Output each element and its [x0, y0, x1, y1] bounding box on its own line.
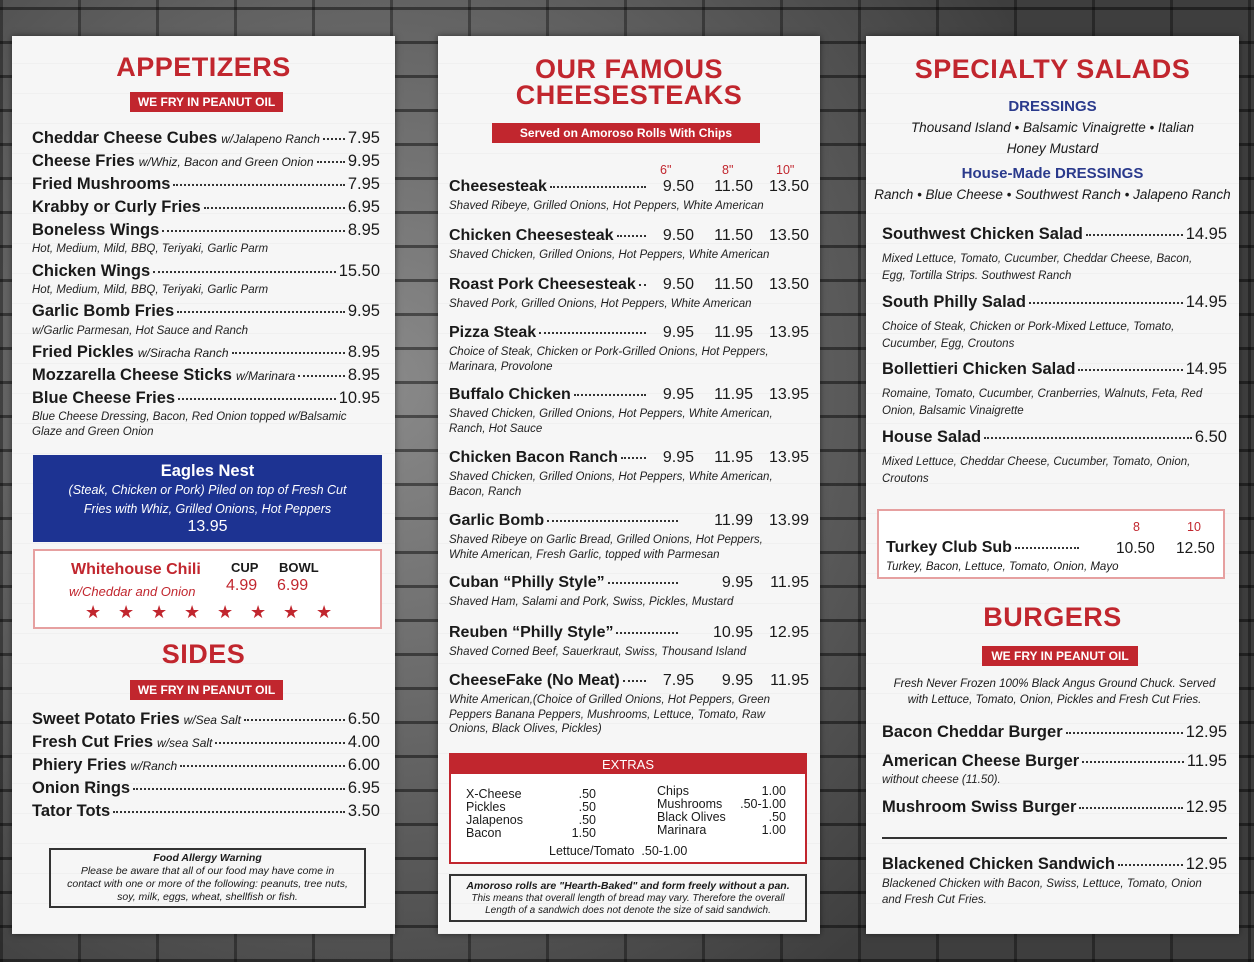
eagles-nest-box [33, 455, 382, 542]
item-description: Shaved Chicken, Grilled Onions, Hot Peppers, White American, Bacon, Ranch [449, 471, 773, 498]
price-10: 13.50 [768, 227, 809, 244]
item-description: Choice of Steak, Chicken or Pork-Mixed Lettuce, Tomato, Cucumber, Egg, Croutons [882, 321, 1175, 350]
price-10: 13.50 [768, 178, 809, 195]
extra-name: Jalapenos [466, 813, 523, 827]
extra-price: .50-1.00 [740, 797, 786, 811]
menu-item: Chicken Wings 15.50 [32, 262, 380, 280]
extras-title: EXTRAS [451, 755, 805, 774]
extra-name: Pickles [466, 800, 506, 814]
eagles-nest-title: Eagles Nest [160, 462, 255, 480]
item-description: Shaved Ribeye, Grilled Onions, Hot Peppers, White American [449, 200, 764, 212]
price-8: 11.50 [714, 178, 753, 195]
menu-item: Bollettieri Chicken Salad 14.95 [882, 360, 1227, 378]
price-8: 11.50 [714, 227, 753, 244]
amoroso-note-title: Amoroso rolls are "Hearth-Baked" and form freely without a pan. [466, 880, 790, 892]
price-6: 9.50 [662, 178, 694, 195]
extra-name: Mushrooms [657, 797, 723, 811]
menu-item: Krabby or Curly Fries 6.95 [32, 198, 380, 216]
extra-price: .50 [578, 813, 596, 827]
item-description: Mixed Lettuce, Tomato, Cucumber, Cheddar Cheese, Bacon, Egg, Tortilla Strips. Southwest Ranch [882, 253, 1193, 282]
housemade-dressings-list: Ranch • Blue Cheese • Southwest Ranch • Jalapeno Ranch [874, 187, 1231, 202]
menu-item: Fresh Cut Fries w/sea Salt 4.00 [32, 733, 380, 751]
price-10: 12.50 [1176, 540, 1215, 557]
item-description: Hot, Medium, Mild, BBQ, Teriyaki, Garlic Parm [32, 243, 269, 255]
extra-price: 1.00 [761, 784, 786, 798]
item-description: Turkey, Bacon, Lettuce, Tomato, Onion, Mayo [886, 561, 1119, 573]
title-line-2: CHEESESTEAKS [515, 80, 743, 110]
housemade-dressings-title: House-Made DRESSINGS [961, 165, 1144, 182]
cup-price: 4.99 [226, 577, 258, 594]
price-10: 13.99 [768, 512, 809, 529]
price-8: 11.95 [714, 449, 753, 466]
item-name: Chicken Bacon Ranch [449, 449, 649, 467]
chili-name: Whitehouse Chili [71, 561, 201, 578]
item-description: Shaved Chicken, Grilled Onions, Hot Peppers, White American [449, 249, 770, 261]
item-description: Shaved Chicken, Grilled Onions, Hot Peppers, White American, Ranch, Hot Sauce [449, 408, 773, 435]
chili-box [33, 549, 382, 629]
extra-price: .50-1.00 [641, 844, 688, 858]
extra-price: 1.50 [571, 826, 596, 840]
cheesesteak-item [449, 386, 808, 406]
price-6: 7.95 [662, 672, 694, 689]
item-description: without cheese (11.50). [882, 774, 1001, 786]
item-description: Blackened Chicken with Bacon, Swiss, Lettuce, Tomato, Onion and Fresh Cut Fries. [882, 878, 1202, 906]
extras-right-prices [731, 785, 786, 837]
dressings-list: Thousand Island • Balsamic Vinaigrette • Italian [910, 120, 1195, 135]
menu-item: Bacon Cheddar Burger 12.95 [882, 723, 1227, 741]
menu-item: American Cheese Burger 11.95 [882, 752, 1227, 770]
extra-name: Bacon [466, 826, 502, 840]
price-10: 13.95 [768, 449, 809, 466]
allergy-text: Please be aware that all of our food may have come in contact with one or more of the following: peanuts, tree nuts, soy, milk, eggs, wheat, shellfish or fish. [67, 865, 348, 903]
price-8: 10.50 [1116, 540, 1155, 557]
cheesesteak-item [449, 574, 808, 594]
item-name: Roast Pork Cheesesteak [449, 276, 649, 294]
price-8: 9.95 [721, 574, 753, 591]
menu-item: Onion Rings 6.95 [32, 779, 380, 797]
price-6: 9.95 [662, 449, 694, 466]
extra-price: .50 [578, 787, 596, 801]
item-name: Reuben “Philly Style” [449, 624, 681, 642]
allergy-title: Food Allergy Warning [153, 852, 262, 864]
cheesesteak-item [449, 324, 808, 344]
item-name: Chicken Cheesesteak [449, 227, 649, 245]
item-description: Hot, Medium, Mild, BBQ, Teriyaki, Garlic Parm [32, 284, 269, 296]
price-10: 13.95 [768, 324, 809, 341]
price-10: 12.95 [768, 624, 809, 641]
menu-item: Boneless Wings 8.95 [32, 221, 380, 239]
cheesesteak-item [449, 276, 808, 296]
price-8: 10.95 [712, 624, 753, 641]
bowl-label: BOWL [279, 560, 319, 575]
extra-price: .50 [768, 810, 786, 824]
size-10: 10" [776, 163, 795, 177]
star-icon: ★ [283, 602, 300, 622]
menu-item: Cheddar Cheese Cubes w/Jalapeno Ranch 7.95 [32, 129, 380, 147]
menu-item: Tator Tots 3.50 [32, 802, 380, 820]
menu-item: Blackened Chicken Sandwich 12.95 [882, 855, 1227, 873]
extras-left [466, 788, 523, 840]
price-8: 11.95 [714, 324, 753, 341]
extras-left-prices [570, 788, 596, 840]
salads-title: SPECIALTY SALADS [914, 54, 1191, 84]
menu-item: Fried Pickles w/Siracha Ranch 8.95 [32, 343, 380, 361]
turkey-club-item: Turkey Club Sub [886, 539, 1082, 557]
item-name: Buffalo Chicken [449, 386, 649, 404]
extra-name: Chips [657, 784, 689, 798]
appetizers-title: APPETIZERS [116, 52, 291, 82]
size-6: 6" [660, 163, 672, 177]
cheesesteaks-panel [438, 36, 820, 934]
price-10: 11.95 [770, 672, 809, 689]
extras-right [657, 785, 726, 837]
appetizers-panel [12, 36, 395, 934]
size-8: 8 [1133, 520, 1140, 534]
extra-price: .50 [578, 800, 596, 814]
size-10: 10 [1187, 520, 1201, 534]
salads-burgers-panel [866, 36, 1239, 934]
divider [882, 837, 1227, 839]
item-description: w/Garlic Parmesan, Hot Sauce and Ranch [32, 325, 249, 337]
item-name: CheeseFake (No Meat) [449, 672, 649, 690]
item-name: Cuban “Philly Style” [449, 574, 681, 592]
extra-price: 1.00 [761, 823, 786, 837]
cheesesteak-item [449, 624, 808, 644]
amoroso-note-box [449, 874, 807, 922]
sides-title: SIDES [161, 639, 246, 669]
item-name: Garlic Bomb [449, 512, 681, 530]
price-8: 11.50 [714, 276, 753, 293]
extra-name: Black Olives [657, 810, 726, 824]
star-icon: ★ [151, 602, 168, 622]
allergy-warning-box [49, 848, 366, 908]
price-10: 13.50 [768, 276, 809, 293]
price-6: 9.95 [662, 324, 694, 341]
price-8: 11.99 [714, 512, 753, 529]
extra-name: Lettuce/Tomato [549, 844, 635, 858]
menu-item: Mozzarella Cheese Sticks w/Marinara 8.95 [32, 366, 380, 384]
eagles-nest-desc: (Steak, Chicken or Pork) Piled on top of Fresh Cut Fries with Whiz, Grilled Onions, Hot Peppers [68, 483, 347, 516]
price-6: 9.50 [662, 276, 694, 293]
menu-item: Phiery Fries w/Ranch 6.00 [32, 756, 380, 774]
item-description: Blue Cheese Dressing, Bacon, Red Onion topped w/Balsamic Glaze and Green Onion [32, 411, 347, 438]
menu-item: House Salad 6.50 [882, 428, 1227, 446]
dressings-title: DRESSINGS [1008, 98, 1097, 115]
cheesesteak-item [449, 512, 808, 532]
price-6: 9.95 [662, 386, 694, 403]
price-8: 9.95 [721, 672, 753, 689]
burgers-intro: Fresh Never Frozen 100% Black Angus Ground Chuck. Served with Lettuce, Tomato, Onion, Pickles and Fresh Cut Fries. [893, 678, 1216, 706]
item-description: Romaine, Tomato, Cucumber, Cranberries, Walnuts, Feta, Red Onion, Balsamic Vinaigrette [882, 388, 1203, 417]
cheesesteak-item [449, 672, 808, 692]
star-icon: ★ [250, 602, 267, 622]
peanut-oil-tag: WE FRY IN PEANUT OIL [130, 680, 283, 700]
extras-bottom [549, 844, 687, 858]
item-name: Pizza Steak [449, 324, 649, 342]
cheesesteaks-title [438, 56, 820, 108]
burgers-title: BURGERS [983, 602, 1122, 632]
star-icon: ★ [118, 602, 135, 622]
eagles-nest-price: 13.95 [187, 518, 228, 535]
item-description: Choice of Steak, Chicken or Pork-Grilled Onions, Hot Peppers, Marinara, Provolone [449, 346, 769, 373]
star-icon: ★ [316, 602, 333, 622]
price-6: 9.50 [662, 227, 694, 244]
menu-item: South Philly Salad 14.95 [882, 293, 1227, 311]
star-icon: ★ [217, 602, 234, 622]
item-description: Shaved Pork, Grilled Onions, Hot Peppers, White American [449, 298, 752, 310]
extra-name: X-Cheese [466, 787, 522, 801]
star-icon: ★ [184, 602, 201, 622]
item-description: White American,(Choice of Grilled Onions, Hot Peppers, Green Peppers Banana Peppers, Mushrooms, Lettuce, Tomato, Raw Onions, Black Olives, Pickles) [449, 694, 771, 735]
menu-item: Fried Mushrooms 7.95 [32, 175, 380, 193]
chili-note: w/Cheddar and Onion [69, 584, 196, 599]
peanut-oil-tag: WE FRY IN PEANUT OIL [130, 92, 283, 112]
cheesesteak-item [449, 178, 808, 198]
cheesesteak-item [449, 227, 808, 247]
menu-item: Sweet Potato Fries w/Sea Salt 6.50 [32, 710, 380, 728]
menu-item: Garlic Bomb Fries 9.95 [32, 302, 380, 320]
menu-item: Mushroom Swiss Burger 12.95 [882, 798, 1227, 816]
menu-item: Cheese Fries w/Whiz, Bacon and Green Onion 9.95 [32, 152, 380, 170]
extra-name: Marinara [657, 823, 707, 837]
amoroso-rolls-tag: Served on Amoroso Rolls With Chips [492, 123, 760, 143]
amoroso-note-text: This means that overall length of bread may vary. Therefore the overall Length of a sandwich does not denote the size of said sandwich. [471, 892, 785, 916]
dressings-list-2: Honey Mustard [1006, 141, 1099, 156]
peanut-oil-tag: WE FRY IN PEANUT OIL [982, 646, 1138, 666]
item-description: Shaved Ham, Salami and Pork, Swiss, Pickles, Mustard [449, 596, 734, 608]
cheesesteak-item [449, 449, 808, 469]
price-10: 13.95 [768, 386, 809, 403]
bowl-price: 6.99 [277, 577, 309, 594]
cup-label: CUP [231, 560, 259, 575]
extras-box [449, 753, 807, 864]
item-description: Shaved Corned Beef, Sauerkraut, Swiss, Thousand Island [449, 646, 747, 658]
item-description: Mixed Lettuce, Cheddar Cheese, Cucumber, Tomato, Onion, Croutons [882, 456, 1191, 485]
turkey-club-box [877, 509, 1225, 579]
menu-item: Blue Cheese Fries 10.95 [32, 389, 380, 407]
title-line-1: OUR FAMOUS [534, 54, 723, 84]
menu-item: Southwest Chicken Salad 14.95 [882, 225, 1227, 243]
price-10: 11.95 [770, 574, 809, 591]
item-name: Cheesesteak [449, 178, 649, 196]
star-icon: ★ [85, 602, 102, 622]
item-description: Shaved Ribeye on Garlic Bread, Grilled Onions, Hot Peppers, White American, Fresh Garlic, topped with Parmesan [449, 534, 763, 561]
price-8: 11.95 [714, 386, 753, 403]
size-8: 8" [722, 163, 734, 177]
